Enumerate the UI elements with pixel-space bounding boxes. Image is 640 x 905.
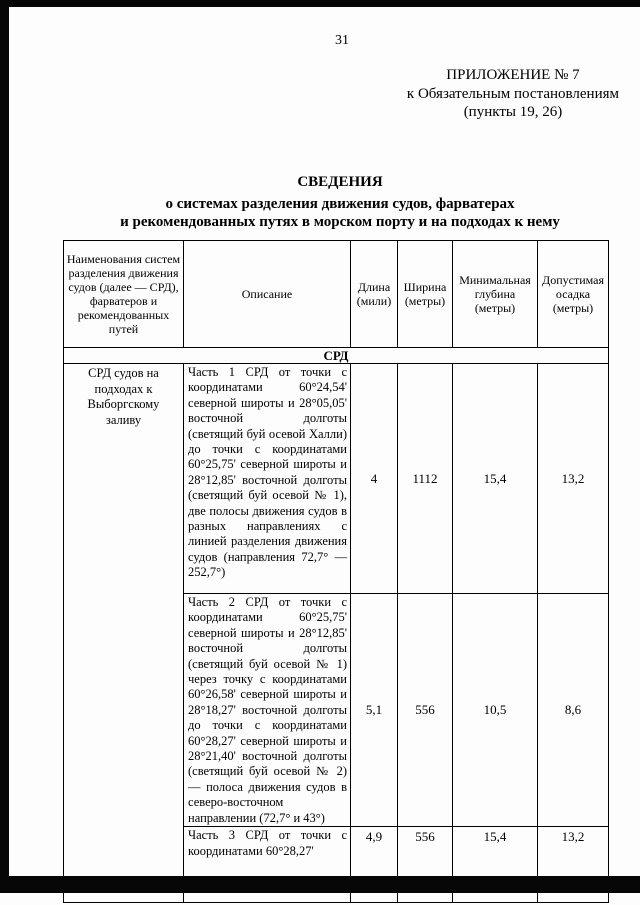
title-line-3: и рекомендованных путях в морском порту и на подходах к нему [120,214,560,230]
cell-min-depth-part3: 15,4 [453,827,538,903]
document-title [40,173,640,232]
cell-width-part2: 556 [398,594,453,827]
cell-min-depth-part2: 10,5 [453,594,538,827]
column-header-length: Длина (мили) [351,241,398,348]
srd-info-table [63,240,609,903]
section-row-srd [64,348,609,364]
cell-length-part3: 4,9 [351,827,398,903]
cell-width-part3: 556 [398,827,453,903]
cell-draft-part1: 13,2 [538,364,609,594]
cell-draft-part2: 8,6 [538,594,609,827]
table-row-part1 [64,364,609,594]
scan-edge-left [0,0,9,879]
cell-srd-name: СРД судов на подходах к Выборгскому заливу [64,364,184,903]
scan-edge-top [0,0,640,7]
appendix-line-1: ПРИЛОЖЕНИЕ № 7 [446,67,580,83]
cell-draft-part3: 13,2 [538,827,609,903]
title-line-2: о системах разделения движения судов, фарватерах [165,195,515,212]
column-header-draft: Допустимая осадка (метры) [538,241,609,348]
cell-description-part3: Часть 3 СРД от точки с координатами 60°28,27' [184,827,351,903]
cell-description-part1: Часть 1 СРД от точки с координатами 60°24,54' северной широты и 28°05,05' восточной долготы (светящий буй осевой Халли) до точки с координатами 60°25,75' северной широты и 28°12,85' восточной долготы (светящий буй осевой № 1), две полосы движения судов в разных направлениях с линией разделения движения судов (направления 72,7° — 252,7°) [184,364,351,594]
page-number: 31 [335,33,349,48]
cell-width-part1: 1112 [398,364,453,594]
column-header-name: Наименования систем разделения движения судов (далее — СРД), фарватеров и рекомендованных путей [64,241,184,348]
cell-length-part2: 5,1 [351,594,398,827]
section-label: СРД [64,348,609,364]
cell-description-part2: Часть 2 СРД от точки с координатами 60°25,75' северной широты и 28°12,85' восточной долготы (светящий буй осевой № 1) через точку с координатами 60°26,58' северной широты и 28°18,27' восточной долготы до точки с координатами 60°28,27' северной широты и 28°21,40' восточной долготы (светящий буй осевой № 2) — полоса движения судов в северо-восточном направлении (72,7° и 43°) [184,594,351,827]
column-header-description: Описание [184,241,351,348]
cell-length-part1: 4 [351,364,398,594]
title-line-1: СВЕДЕНИЯ [297,174,383,190]
column-header-min-depth: Минимальная глубина (метры) [453,241,538,348]
table-header-row [64,241,609,348]
appendix-line-3: (пункты 19, 26) [463,104,563,120]
appendix-heading [407,66,619,122]
cell-min-depth-part1: 15,4 [453,364,538,594]
appendix-line-2: к Обязательным постановлениям [406,85,619,102]
column-header-width: Ширина (метры) [398,241,453,348]
scan-edge-bottom [0,876,640,893]
